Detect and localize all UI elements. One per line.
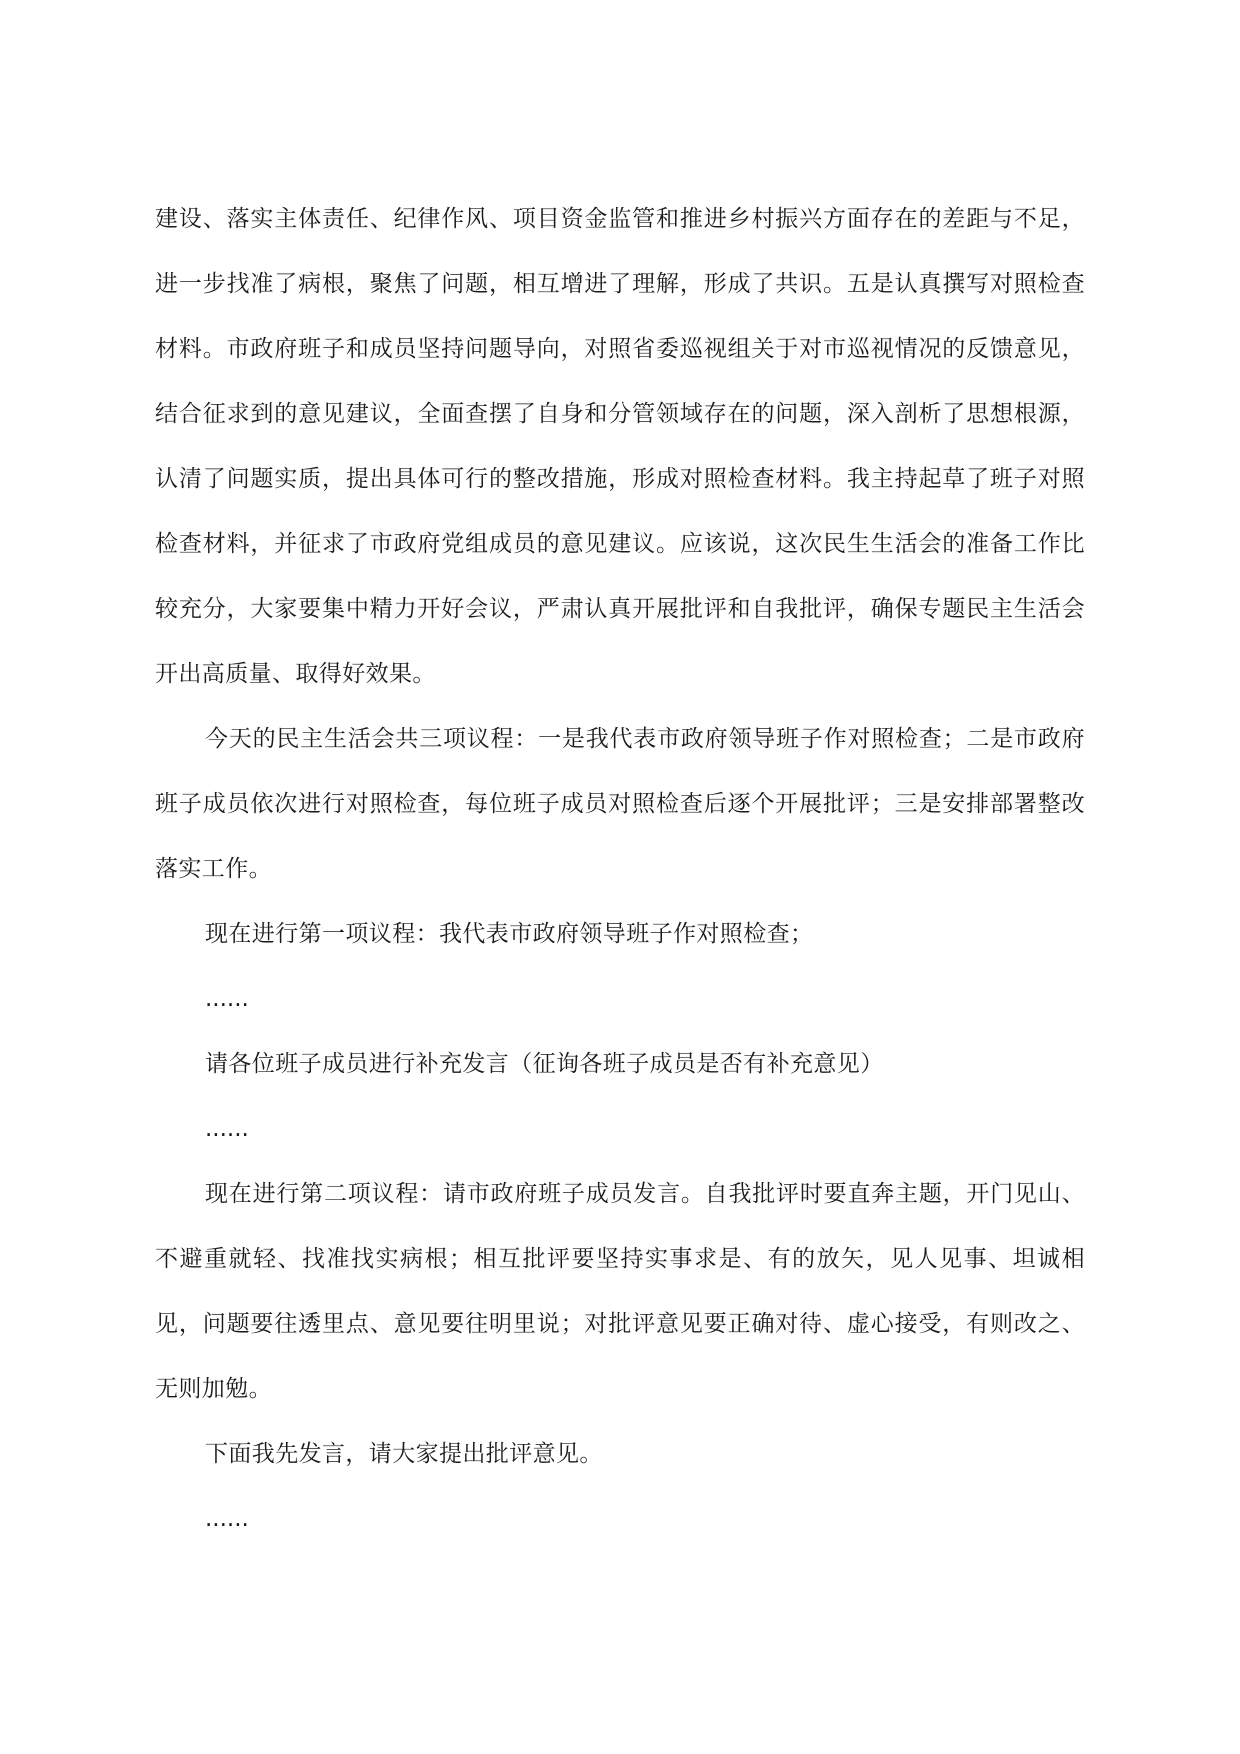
paragraph-agenda-overview: 今天的民主生活会共三项议程：一是我代表市政府领导班子作对照检查；二是市政府班子成员依次进行对照检查，每位班子成员对照检查后逐个开展批评；三是安排部署整改落实工作。 [155,726,1085,882]
paragraph-supplementary-remarks: 请各位班子成员进行补充发言（征询各班子成员是否有补充意见） [205,1051,884,1077]
ellipsis-omission: ...... [205,1116,249,1142]
paragraph-agenda-item-two: 现在进行第二项议程：请市政府班子成员发言。自我批评时要直奔主题，开门见山、不避重就轻、找准找实病根；相互批评要坚持实事求是、有的放矢，见人见事、坦诚相见，问题要往透里点、意见要往明里说；对批评意见要正确对待、虚心接受，有则改之、无则加勉。 [155,1181,1085,1402]
ellipsis-omission: ...... [205,986,249,1012]
document-body [155,187,1085,1552]
paragraph-agenda-item-one: 现在进行第一项议程：我代表市政府领导班子作对照检查； [205,921,814,947]
ellipsis-omission: ...... [205,1506,249,1532]
paragraph-preparation-summary: 建设、落实主体责任、纪律作风、项目资金监管和推进乡村振兴方面存在的差距与不足，进一步找准了病根，聚焦了问题，相互增进了理解，形成了共识。五是认真撰写对照检查材料。市政府班子和成员坚持问题导向，对照省委巡视组关于对市巡视情况的反馈意见，结合征求到的意见建议，全面查摆了自身和分管领域存在的问题，深入剖析了思想根源，认清了问题实质，提出具体可行的整改措施，形成对照检查材料。我主持起草了班子对照检查材料，并征求了市政府党组成员的意见建议。应该说，这次民生生活会的准备工作比较充分，大家要集中精力开好会议，严肃认真开展批评和自我批评，确保专题民主生活会开出高质量、取得好效果。 [155,206,1085,687]
paragraph-speaker-intro: 下面我先发言，请大家提出批评意见。 [205,1441,603,1467]
